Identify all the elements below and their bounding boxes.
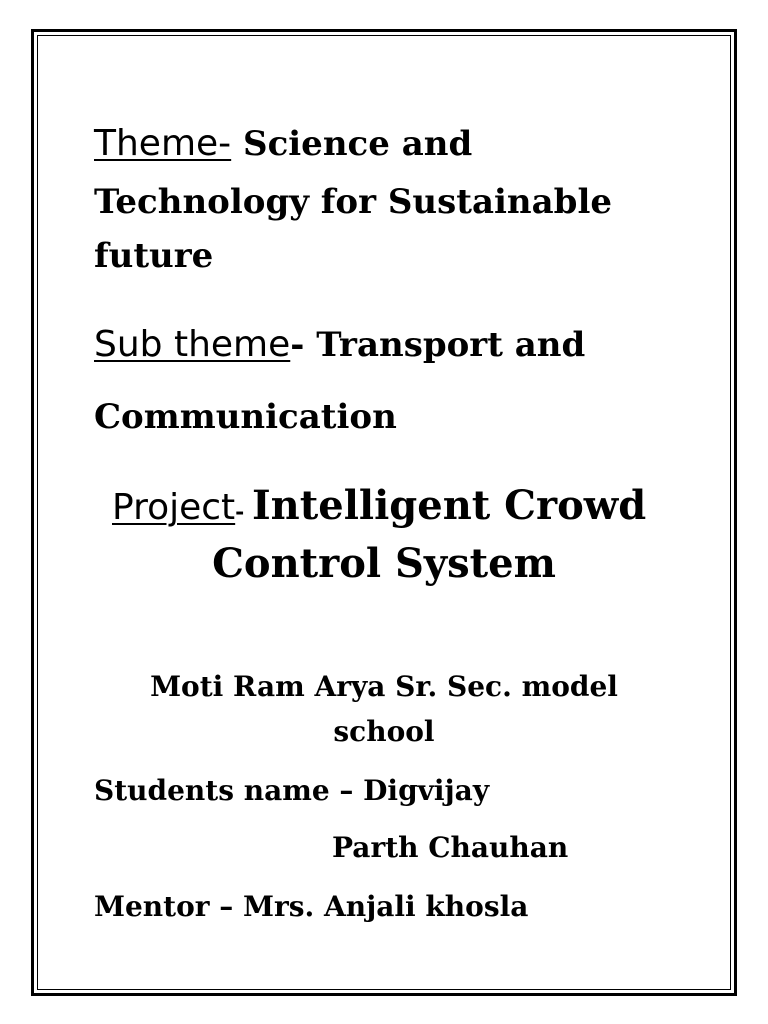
theme-text-3: future bbox=[94, 236, 214, 276]
project-label: Project bbox=[112, 487, 236, 528]
students-name: Students name – Digvijay bbox=[94, 774, 490, 807]
sub-theme-label: Sub theme bbox=[94, 324, 291, 365]
project-dash: - bbox=[235, 499, 252, 525]
sub-theme-text-2: Communication bbox=[94, 397, 397, 437]
sub-theme-line-1 bbox=[94, 322, 585, 368]
student-name-2: Parth Chauhan bbox=[332, 831, 569, 864]
sub-theme-text-1: Transport and bbox=[304, 325, 586, 365]
project-text-1: Intelligent Crowd bbox=[251, 482, 647, 529]
school-name-line-2: school bbox=[333, 715, 435, 748]
mentor-name: Mentor – Mrs. Anjali khosla bbox=[94, 890, 529, 923]
theme-text-1: Science and bbox=[231, 124, 473, 164]
theme-text-2: Technology for Sustainable bbox=[94, 182, 613, 222]
project-text-2: Control System bbox=[212, 540, 556, 587]
project-line-1 bbox=[112, 480, 646, 538]
theme-label: Theme- bbox=[94, 123, 232, 164]
theme-line-1 bbox=[94, 122, 472, 166]
sub-theme-dash: - bbox=[290, 325, 305, 365]
school-name-line-1: Moti Ram Arya Sr. Sec. model bbox=[150, 670, 618, 703]
